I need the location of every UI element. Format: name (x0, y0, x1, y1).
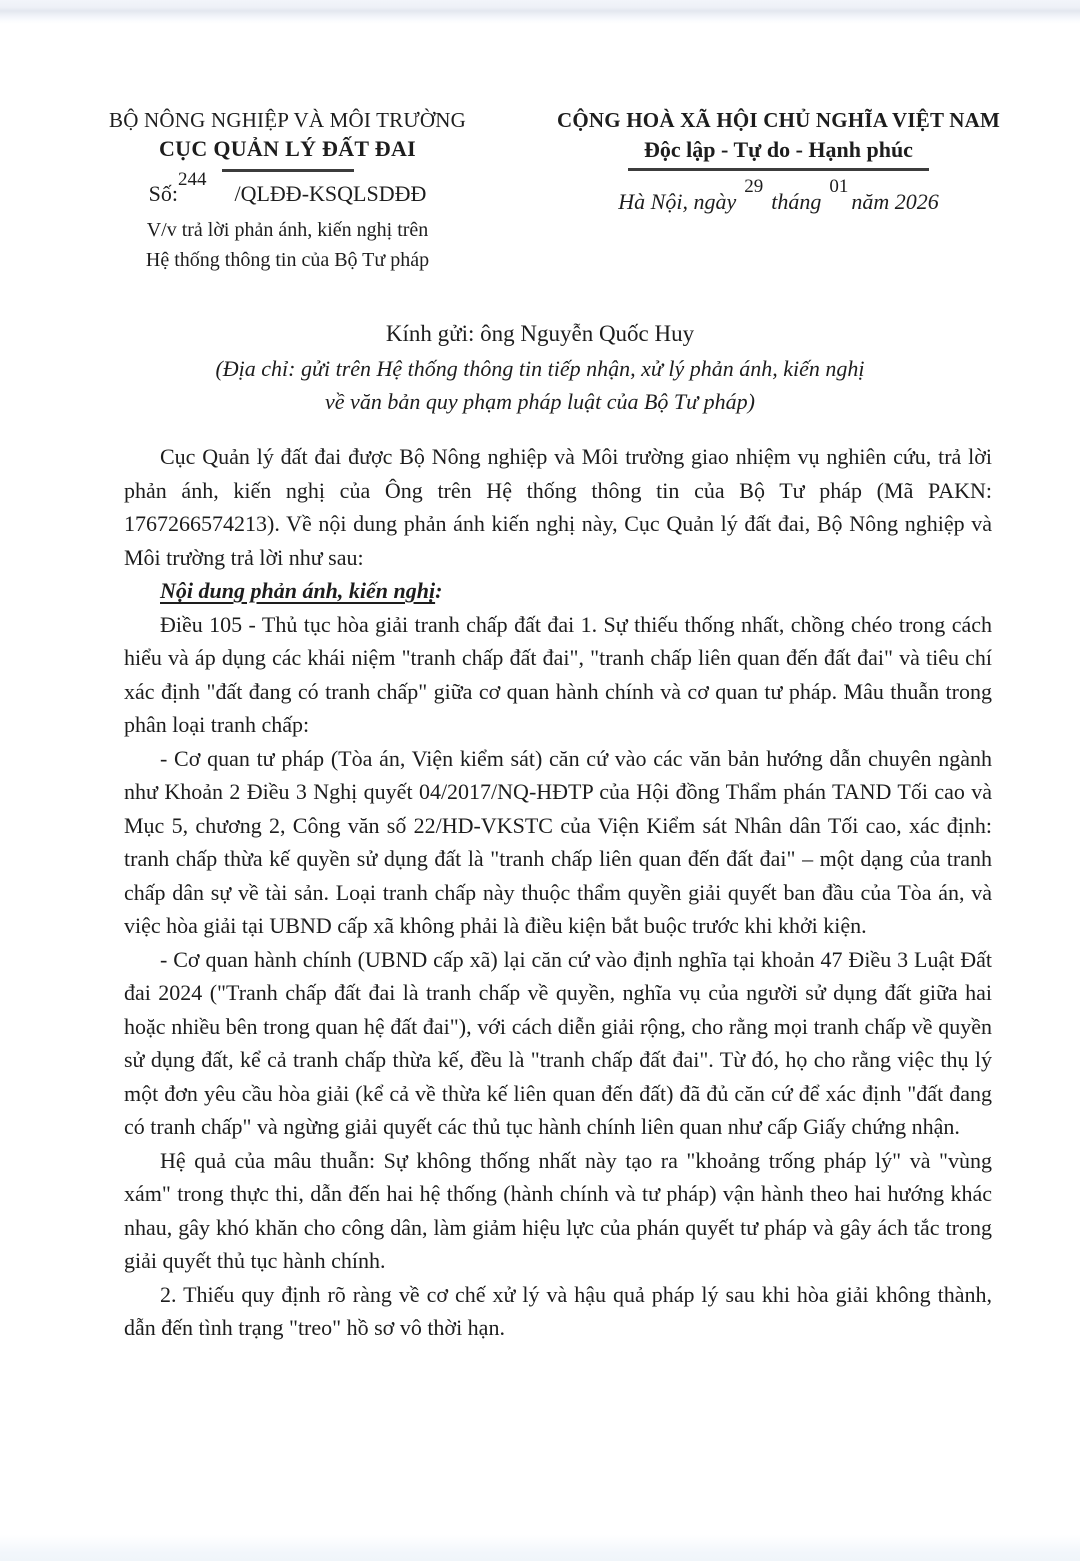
subject-line-2: Hệ thống thông tin của Bộ Tư pháp (145, 249, 430, 271)
section-heading-text: Nội dung phản ánh, kiến nghị (160, 578, 436, 603)
parent-agency-name: BỘ NÔNG NGHIỆP VÀ MÔI TRƯỜNG (109, 108, 466, 132)
scan-edge-top (0, 0, 1080, 24)
recipient-address-line-2: về văn bản quy phạm pháp luật của Bộ Tư pháp) (325, 389, 755, 414)
recipient-line: Kính gửi: ông Nguyễn Quốc Huy (385, 321, 695, 346)
document-number-label: Số: (148, 181, 178, 206)
scan-edge-bottom (0, 1535, 1080, 1561)
agency-underline-rule (222, 169, 354, 172)
date-day-value: 29 (744, 175, 764, 197)
document-number-line (85, 168, 490, 207)
agency-name: CỤC QUẢN LÝ ĐẤT ĐAI (158, 136, 417, 161)
section-heading (124, 574, 992, 608)
document-header (0, 0, 1080, 275)
document-number-value: 244 (177, 168, 207, 190)
national-title: CỘNG HOÀ XÃ HỘI CHỦ NGHĨA VIỆT NAM (557, 108, 1000, 132)
date-year: năm 2026 (851, 189, 939, 214)
body-paragraph: Điều 105 - Thủ tục hòa giải tranh chấp đất đai 1. Sự thiếu thống nhất, chồng chéo trong cách hiểu và áp dụng các khái niệm "tranh chấp đất đai", "tranh chấp liên quan đến đất đai" và tiêu chí xác định "đất đang có tranh chấp" giữa cơ quan hành chính và cơ quan tư pháp. Mâu thuẫn trong phân loại tranh chấp: (124, 611, 992, 737)
date-month-value: 01 (829, 175, 849, 197)
document-number-suffix: /QLĐĐ-KSQLSDĐĐ (234, 181, 427, 206)
issuing-agency-block (85, 108, 490, 275)
place-date-line (532, 175, 1025, 215)
body-paragraph: - Cơ quan tư pháp (Tòa án, Viện kiểm sát) căn cứ vào các văn bản hướng dẫn chuyên ngành như Khoản 2 Điều 3 Nghị quyết 04/2017/NQ-HĐTP của Hội đồng Thẩm phán TAND Tối cao và Mục 5, chương 2, Công văn số 22/HD-VKSTC của Viện Kiểm sát Nhân dân Tối cao, xác định: tranh chấp thừa kế quyền sử dụng đất là "tranh chấp liên quan đến đất đai" – một dạng của tranh chấp dân sự về tài sản. Loại tranh chấp này thuộc thẩm quyền giải quyết ban đầu của Tòa án, và việc hòa giải tại UBND cấp xã không phải là điều kiện bắt buộc trước khi khởi kiện. (124, 745, 992, 938)
motto-line-wrap (532, 133, 1025, 171)
recipient-address-line-1: (Địa chỉ: gửi trên Hệ thống thông tin tiếp nhận, xử lý phản ánh, kiến nghị (215, 356, 865, 381)
section-heading-colon: : (435, 578, 443, 603)
document-body (124, 440, 992, 1345)
national-motto-block (532, 108, 1025, 215)
date-month-label: tháng (771, 189, 822, 214)
national-motto: Độc lập - Tự do - Hạnh phúc (628, 137, 929, 171)
intro-paragraph: Cục Quản lý đất đai được Bộ Nông nghiệp và Môi trường giao nhiệm vụ nghiên cứu, trả lời phản ánh, kiến nghị của Ông trên Hệ thống thông tin của Bộ Tư pháp (Mã PAKN: 1767266574213). Về nội dung phản ánh kiến nghị này, Cục Quản lý đất đai, Bộ Nông nghiệp và Môi trường trả lời như sau: (124, 444, 992, 570)
subject-line-1: V/v trả lời phản ánh, kiến nghị trên (146, 219, 429, 241)
recipient-block (0, 321, 1080, 418)
body-paragraph: - Cơ quan hành chính (UBND cấp xã) lại căn cứ vào định nghĩa tại khoản 47 Điều 3 Luật Đất đai 2024 ("Tranh chấp đất đai là tranh chấp về quyền, nghĩa vụ của người sử dụng đất giữa hai hoặc nhiều bên trong quan hệ đất đai"), với cách diễn giải rộng, cho rằng mọi tranh chấp về quyền sử dụng đất, kể cả tranh chấp thừa kế, đều là "tranh chấp đất đai". Từ đó, họ cho rằng việc thụ lý một đơn yêu cầu hòa giải (kể cả về thừa kế liên quan đến đất) đã đủ căn cứ để xác định "đất đang có tranh chấp" và ngừng giải quyết các thủ tục hành chính liên quan như cấp Giấy chứng nhận. (124, 946, 992, 1139)
body-paragraph: Hệ quả của mâu thuẫn: Sự không thống nhất này tạo ra "khoảng trống pháp lý" và "vùng xám" trong thực thi, dẫn đến hai hệ thống (hành chính và tư pháp) vận hành theo hai hướng khác nhau, gây khó khăn cho công dân, làm giảm hiệu lực của phán quyết tư pháp và gây ách tắc trong giải quyết thủ tục hành chính. (124, 1147, 992, 1273)
date-prefix: Hà Nội, ngày (618, 189, 737, 214)
body-paragraph: 2. Thiếu quy định rõ ràng về cơ chế xử lý và hậu quả pháp lý sau khi hòa giải không thành, dẫn đến tình trạng "treo" hồ sơ vô thời hạn. (124, 1281, 992, 1340)
document-subject (85, 215, 490, 275)
